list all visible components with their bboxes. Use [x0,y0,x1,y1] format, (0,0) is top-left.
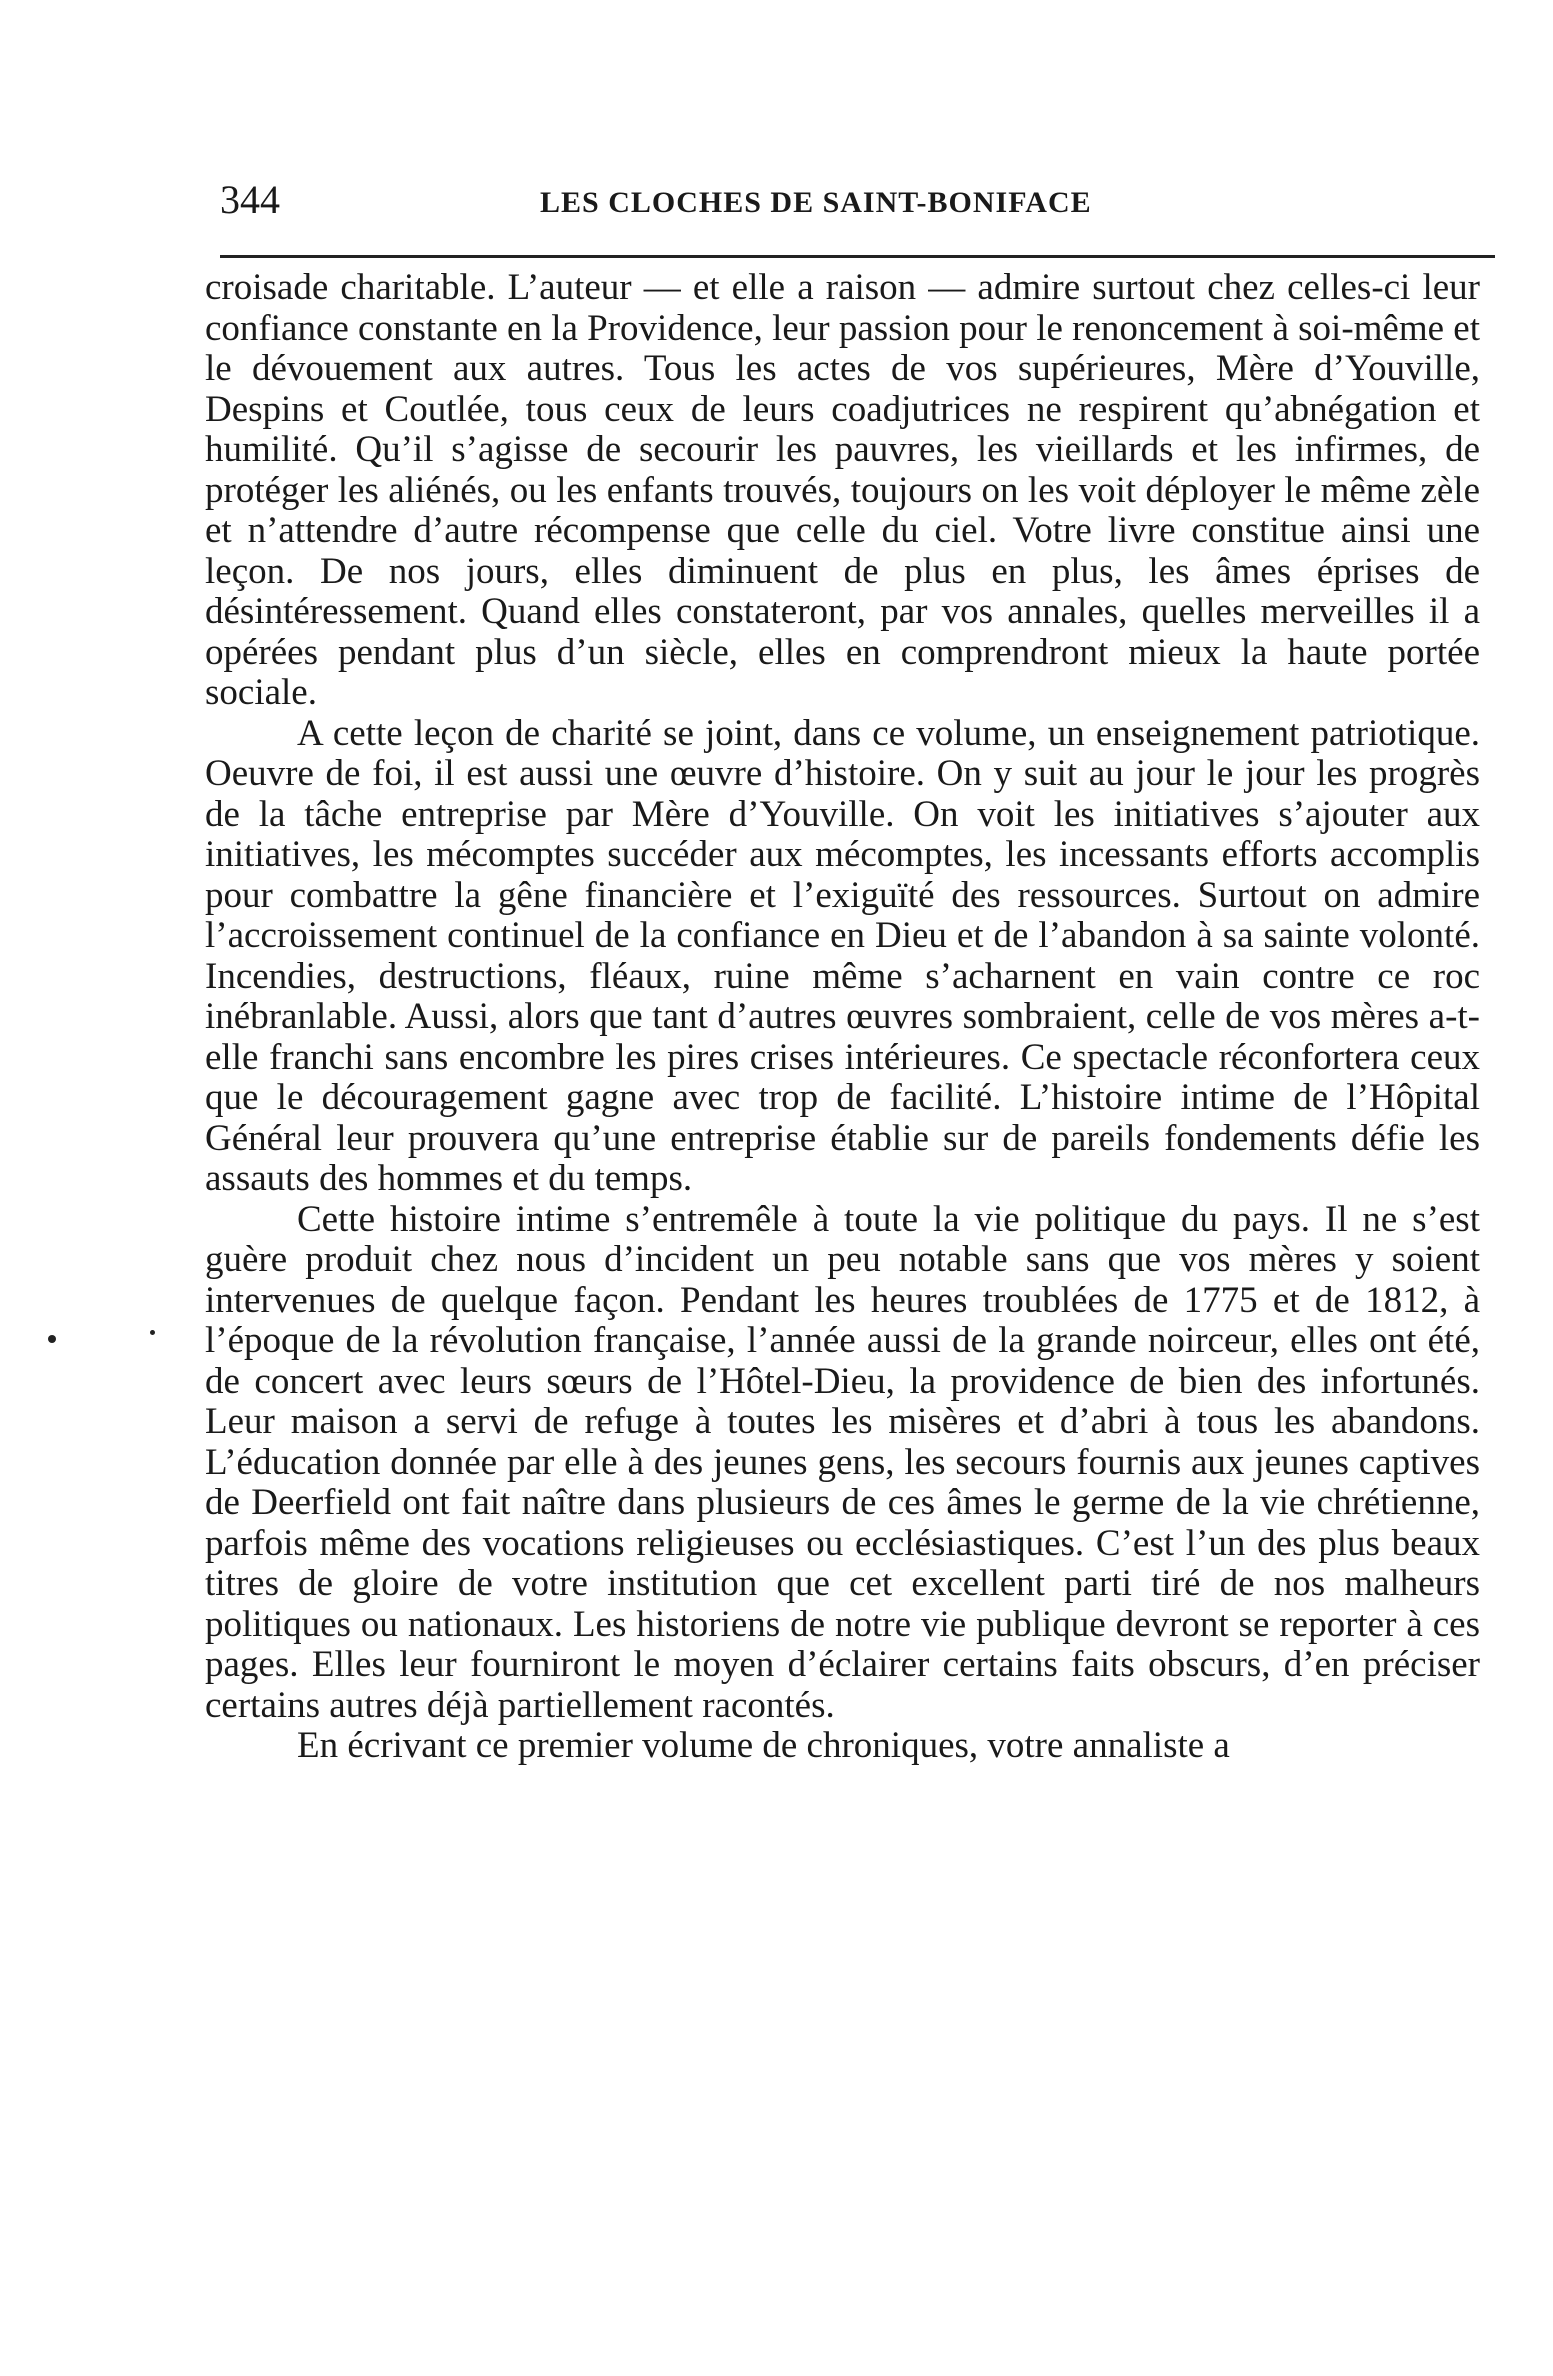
paragraph-3: Cette histoire intime s’entremêle à toute la vie politique du pays. Il ne s’est guère produit chez nous d’incident un peu notable sans que vos mères y soient intervenues de quelque façon. Pendant les heures troublées de 1775 et de 1812, à l’époque de la révolution française, l’année aussi de la grande noirceur, elles ont été, de concert avec leurs sœurs de l’Hôtel-Dieu, la providence de bien des infortunés. Leur maison a servi de refuge à toutes les misères et d’abri à tous les abandons. L’éducation donnée par elle à des jeunes gens, les secours fournis aux jeunes captives de Deerfield ont fait naître dans plusieurs de ces âmes le germe de la vie chrétienne, parfois même des vocations religieuses ou ecclésiastiques. C’est l’un des plus beaux titres de gloire de votre institution que cet excellent parti tiré de nos malheurs politiques ou nationaux. Les historiens de notre vie publique devront se reporter à ces pages. Elles leur fourniront le moyen d’éclairer certains faits obscurs, d’en préciser certains autres déjà partiellement racontés. [205,1198,1480,1726]
running-title: LES CLOCHES DE SAINT-BONIFACE [540,186,1092,219]
page-header [200,168,1495,228]
body-text [205,268,1480,1767]
paragraph-4: En écrivant ce premier volume de chroniques, votre annaliste a [297,1725,1230,1766]
page-number: 344 [220,177,280,222]
margin-speck [48,1335,56,1343]
header-rule [220,255,1495,258]
paragraph-1: croisade charitable. L’auteur — et elle a raison — admire surtout chez celles-ci leur confiance constante en la Providence, leur passion pour le renoncement à soi-même et le dévouement aux autres. Tous les actes de vos supérieures, Mère d’Youville, Despins et Coutlée, tous ceux de leurs coadjutrices ne respirent qu’abnégation et humilité. Qu’il s’agisse de secourir les pauvres, les vieillards et les infirmes, de protéger les aliénés, ou les enfants trouvés, toujours on les voit déployer le même zèle et n’attendre d’autre récompense que celle du ciel. Votre livre constitue ainsi une leçon. De nos jours, elles diminuent de plus en plus, les âmes éprises de désintéressement. Quand elles constateront, par vos annales, quelles merveilles il a opérées pendant plus d’un siècle, elles en comprendront mieux la haute portée sociale. [205,267,1480,713]
margin-speck [150,1330,155,1335]
paragraph-2: A cette leçon de charité se joint, dans ce volume, un enseignement patriotique. Oeuvre de foi, il est aussi une œuvre d’histoire. On y suit au jour le jour les progrès de la tâche entreprise par Mère d’Youville. On voit les initiatives s’ajouter aux initiatives, les mécomptes succéder aux mécomptes, les incessants efforts accomplis pour combattre la gêne financière et l’exiguïté des ressources. Surtout on admire l’accroissement continuel de la confiance en Dieu et de l’abandon à sa sainte volonté. Incendies, destructions, fléaux, ruine même s’acharnent en vain contre ce roc inébranlable. Aussi, alors que tant d’autres œuvres sombraient, celle de vos mères a-t-elle franchi sans encombre les pires crises intérieures. Ce spectacle réconfortera ceux que le découragement gagne avec trop de facilité. L’histoire intime de l’Hôpital Général leur prouvera qu’une entreprise établie sur de pareils fondements défie les assauts des hommes et du temps. [205,712,1480,1199]
